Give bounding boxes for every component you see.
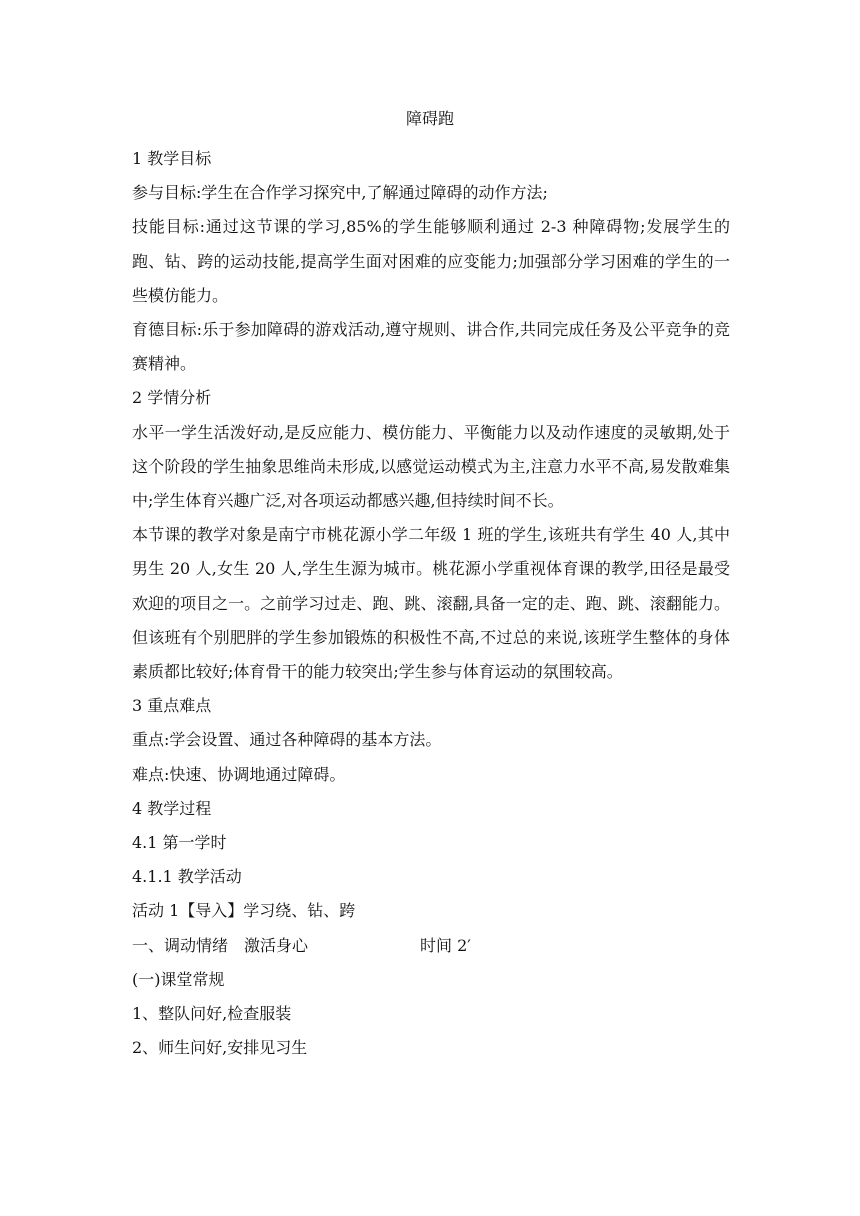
student-analysis-paragraph-1: 水平一学生活泼好动,是反应能力、模仿能力、平衡能力以及动作速度的灵敏期,处于这个阶段的学生抽象思维尚未形成,以感觉运动模式为主,注意力水平不高,易发散难集中;学生体育兴趣广泛,对各项运动都感兴趣,但持续时间不长。 (132, 422, 730, 511)
heading-first-lesson: 4.1 第一学时 (132, 833, 227, 853)
warmup-section-title: 一、调动情绪 激活身心 时间 2′ (132, 935, 471, 955)
heading-student-analysis: 2 学情分析 (132, 388, 212, 408)
heading-teaching-goals: 1 教学目标 (132, 149, 212, 168)
difficult-point: 难点:快速、协调地通过障碍。 (132, 764, 346, 784)
document-title: 障碍跑 (405, 109, 454, 128)
heading-teaching-process: 4 教学过程 (132, 798, 212, 818)
skill-goal: 技能目标:通过这节课的学习,85%的学生能够顺利通过 2-3 种障碍物;发展学生的跑、钻、跨的运动技能,提高学生面对困难的应变能力;加强部分学习困难的学生的一些模仿能力。 (132, 217, 730, 305)
heading-key-points: 3 重点难点 (132, 696, 212, 716)
document-page (132, 104, 730, 1065)
participation-goal: 参与目标:学生在合作学习探究中,了解通过障碍的动作方法; (132, 183, 548, 203)
routine-item-1: 1、整队问好,检查服装 (132, 1004, 292, 1024)
routine-item-2: 2、师生问好,安排见习生 (132, 1038, 308, 1058)
key-point: 重点:学会设置、通过各种障碍的基本方法。 (132, 730, 442, 750)
heading-teaching-activity: 4.1.1 教学活动 (132, 867, 242, 887)
class-routine-heading: (一)课堂常规 (132, 969, 225, 989)
moral-goal: 育德目标:乐于参加障碍的游戏活动,遵守规则、讲合作,共同完成任务及公平竞争的竞赛精神。 (132, 320, 730, 374)
activity-1-title: 活动 1【导入】学习绕、钻、跨 (132, 901, 356, 921)
student-analysis-paragraph-2: 本节课的教学对象是南宁市桃花源小学二年级 1 班的学生,该班共有学生 40 人,其中男生 20 人,女生 20 人,学生生源为城市。桃花源小学重视体育课的教学,田径是最受欢迎的项目之一。之前学习过走、跑、跳、滚翻,具备一定的走、跑、跳、滚翻能力。但该班有个别肥胖的学生参加锻炼的积极性不高,不过总的来说,该班学生整体的身体素质都比较好;体育骨干的能力较突出;学生参与体育运动的氛围较高。 (132, 525, 730, 682)
